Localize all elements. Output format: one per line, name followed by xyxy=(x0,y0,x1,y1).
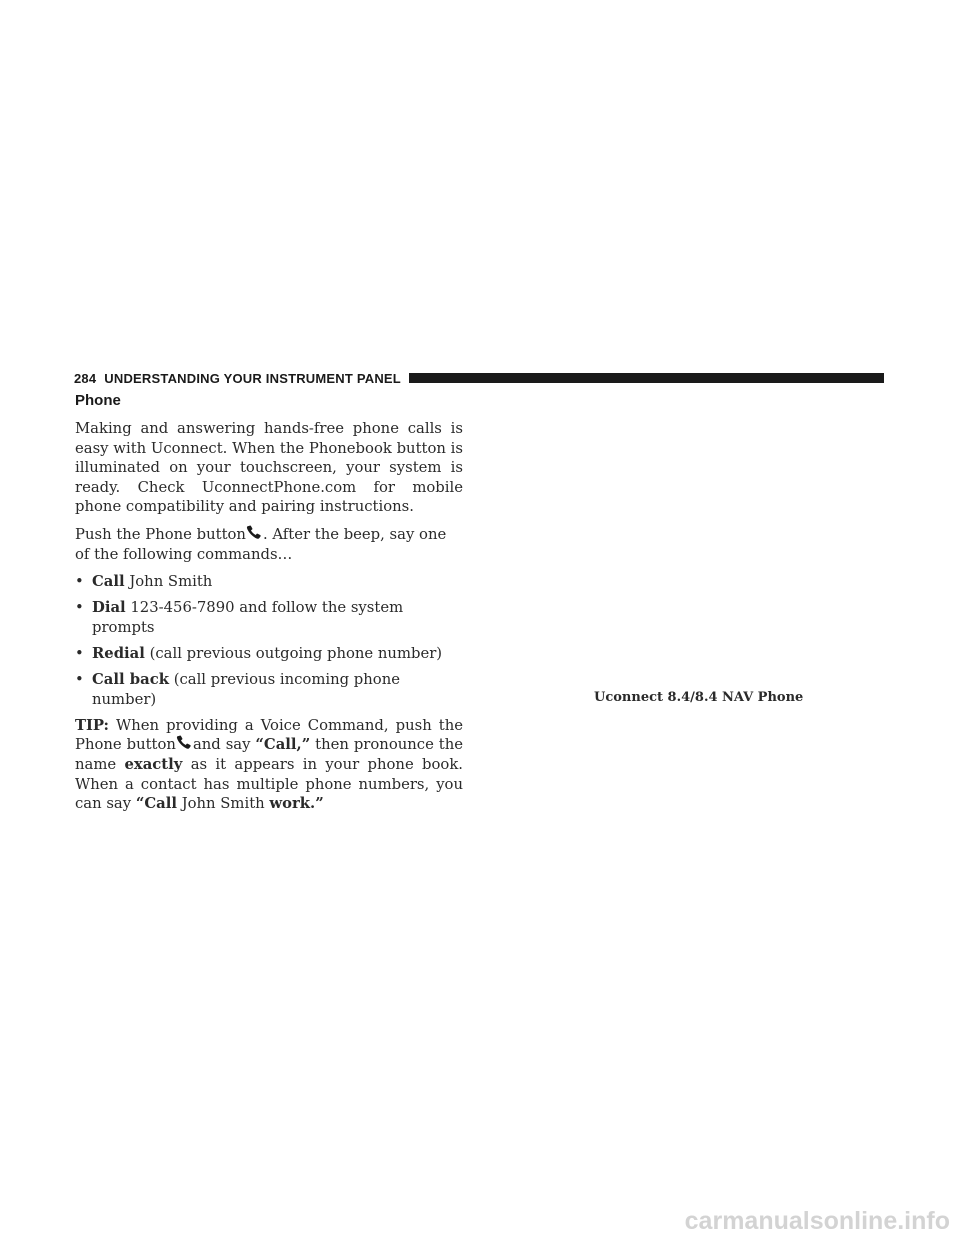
tip-text-1: When providing a Voice Command, push the Phone button xyxy=(75,716,463,754)
header-rule xyxy=(409,373,884,383)
list-item xyxy=(75,644,463,664)
tip-text-2: and say xyxy=(192,736,251,754)
push-suffix: . After the beep, say one of the following commands… xyxy=(75,525,447,563)
section-title: Phone xyxy=(75,392,121,409)
phone-icon xyxy=(176,735,193,750)
intro-paragraph: Making and answering hands-free phone calls is easy with Uconnect. When the Phonebook button is illuminated on your touchscreen, your system is ready. Check UconnectPhone.com for mobile phone compatibility and pairing instructions. xyxy=(75,420,463,516)
page-number: 284 xyxy=(74,370,97,386)
tip-exactly: exactly xyxy=(124,755,183,773)
tip-paragraph xyxy=(75,716,463,814)
bullet: • xyxy=(75,573,84,591)
command-text: (call previous incoming phone number) xyxy=(92,671,400,708)
figure-caption: Uconnect 8.4/8.4 NAV Phone xyxy=(594,690,804,705)
command-text: 123-456-7890 and follow the system prompts xyxy=(92,599,404,636)
main-column xyxy=(75,392,463,822)
tip-text-4: as it appears in your phone book. When a contact has multiple phone numbers, you can say xyxy=(75,755,463,813)
bullet: • xyxy=(75,644,84,662)
command-text: John Smith xyxy=(129,573,213,591)
command-keyword: Call back xyxy=(92,671,169,689)
bullet: • xyxy=(75,599,84,617)
push-prefix: Push the Phone button xyxy=(75,525,246,543)
command-keyword: Redial xyxy=(92,644,145,662)
chapter-title: UNDERSTANDING YOUR INSTRUMENT PANEL xyxy=(104,370,401,386)
tip-quote-call: “Call,” xyxy=(255,736,311,754)
watermark: carmanualsonline.info xyxy=(684,1207,950,1235)
list-item xyxy=(75,598,463,637)
tip-label: TIP: xyxy=(75,716,109,734)
bullet: • xyxy=(75,671,84,689)
command-text: (call previous outgoing phone number) xyxy=(149,644,443,662)
list-item xyxy=(75,670,463,709)
voice-command-list xyxy=(75,572,463,709)
list-item xyxy=(75,572,463,592)
phone-icon xyxy=(246,525,263,540)
tip-text-3: then pronounce the name xyxy=(75,736,463,773)
tip-name: John Smith xyxy=(181,795,265,813)
tip-quote-work: work.” xyxy=(269,795,324,813)
command-keyword: Dial xyxy=(92,599,126,617)
page-header xyxy=(74,368,884,388)
command-keyword: Call xyxy=(92,573,125,591)
tip-quote-call-2: “Call xyxy=(135,795,177,813)
push-instructions xyxy=(75,525,463,564)
